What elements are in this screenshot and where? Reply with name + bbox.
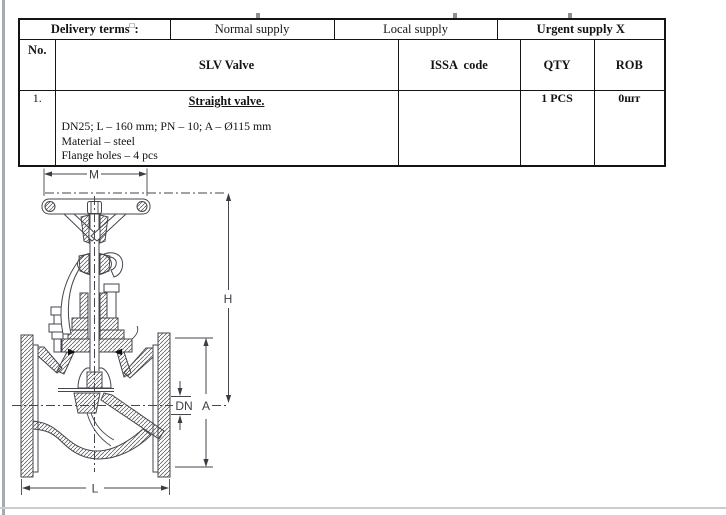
centerlines (12, 193, 228, 472)
column-header-no: No. (19, 40, 55, 91)
column-header-rob: ROB (594, 40, 665, 91)
handwheel (42, 199, 150, 243)
seat-ring (74, 393, 100, 413)
bonnet-flange-left (62, 339, 90, 352)
delivery-terms-superscript: □ (129, 20, 135, 30)
item-title: Straight valve. (188, 94, 265, 108)
dimension-m (44, 168, 147, 197)
page-bottom-edge-line (0, 507, 726, 509)
bonnet-wing (56, 326, 62, 339)
item-description-cell (55, 91, 398, 167)
rim-section-right (137, 202, 147, 212)
dimension-dn (175, 381, 192, 430)
bonnet-bolt-shaft (54, 339, 61, 352)
gland-follower-right (100, 293, 108, 318)
body-bowl (33, 421, 151, 459)
lower-right-wall (101, 393, 164, 439)
stem-nut (88, 202, 102, 214)
delivery-terms-label: Delivery terms (50, 22, 130, 36)
item-spec-lines (56, 119, 398, 163)
partition-line (91, 413, 114, 440)
rim-section-left (45, 202, 55, 212)
issa-code-value-cell (398, 91, 520, 167)
spec-line: Material – steel (61, 133, 135, 148)
column-header-issa-code: ISSA code (398, 40, 520, 91)
arrowhead (178, 388, 183, 396)
bonnet-bolt-nut (51, 307, 65, 315)
arrowhead (226, 193, 231, 201)
left-flange-face (33, 345, 38, 472)
yoke-collar-hatch (79, 254, 89, 274)
arrowhead (161, 485, 169, 490)
rob-value-cell: 0шт (594, 91, 665, 167)
bonnet-bolt-nut (49, 324, 66, 332)
dim-label-dn: DN (175, 399, 193, 413)
delivery-terms-cell (19, 19, 170, 40)
gland-bolt-nut (104, 284, 119, 292)
qty-value-cell: 1 PCS (520, 91, 594, 167)
partition-line (87, 413, 111, 446)
neck-left (57, 352, 74, 374)
arrowhead (22, 485, 30, 490)
handwheel-spoke-left (64, 214, 98, 241)
yoke-arm-left (61, 256, 90, 334)
packing-right (100, 318, 118, 330)
valve-disc (78, 368, 111, 388)
gland-bolt (107, 292, 116, 318)
upper-left-wall (38, 347, 62, 373)
valve-body (21, 333, 191, 477)
handwheel-spoke-right (91, 214, 126, 241)
valve-stem (90, 214, 99, 371)
joint-arrow-left (68, 349, 76, 355)
left-flange (21, 335, 33, 477)
dim-label-l: L (91, 481, 99, 496)
upper-right-wall (124, 348, 153, 378)
column-header-item: SLV Valve (55, 40, 398, 91)
local-supply-cell: Local supply (334, 19, 497, 40)
dimension-l (22, 479, 170, 496)
yoke-collar (78, 253, 112, 275)
hub-hatch-left (81, 215, 89, 243)
dim-label-a: A (201, 399, 211, 413)
spec-line: Flange holes – 4 pcs (61, 148, 158, 162)
bonnet-flange-right (99, 339, 132, 352)
handwheel-rim (42, 199, 150, 214)
disc-core (87, 372, 102, 388)
dim-label-m: M (89, 167, 99, 182)
bonnet-wing (132, 326, 138, 339)
page-left-edge-line (2, 0, 5, 515)
spec-line: DN25; L – 160 mm; PN – 10; A – Ø115 mm (61, 119, 272, 133)
dimension-h (224, 193, 233, 403)
column-header-qty: QTY (520, 40, 594, 91)
hub-hatch-right (100, 215, 108, 243)
arrowhead (203, 338, 208, 346)
dimension-a (175, 338, 213, 467)
neck-right (117, 352, 131, 377)
arrowhead (178, 415, 183, 423)
arrowhead (44, 171, 52, 176)
dim-label-h: H (223, 292, 233, 306)
arrowhead (203, 459, 208, 467)
gland-follower-left (80, 293, 88, 318)
urgent-supply-cell: Urgent supply X (497, 19, 665, 40)
supply-spec-table (18, 18, 666, 167)
packing-left (72, 318, 88, 330)
valve-bonnet (49, 253, 138, 388)
yoke-arm-right (99, 253, 123, 277)
delivery-terms-colon: : (134, 22, 139, 36)
bonnet-bolt (54, 315, 62, 324)
bonnet-flange-outline (62, 339, 132, 352)
arrowhead (139, 171, 147, 176)
stem-body (90, 214, 99, 371)
packing-step-right (100, 330, 124, 339)
packing-step-left (68, 330, 88, 339)
normal-supply-cell: Normal supply (170, 19, 334, 40)
right-flange-face (153, 345, 158, 472)
arrowhead (226, 395, 231, 403)
yoke-collar-hatch (100, 254, 110, 274)
item-number-cell: 1. (19, 91, 55, 167)
bonnet-bolt (52, 332, 63, 339)
joint-arrow-right (114, 349, 122, 355)
right-flange (158, 333, 170, 477)
